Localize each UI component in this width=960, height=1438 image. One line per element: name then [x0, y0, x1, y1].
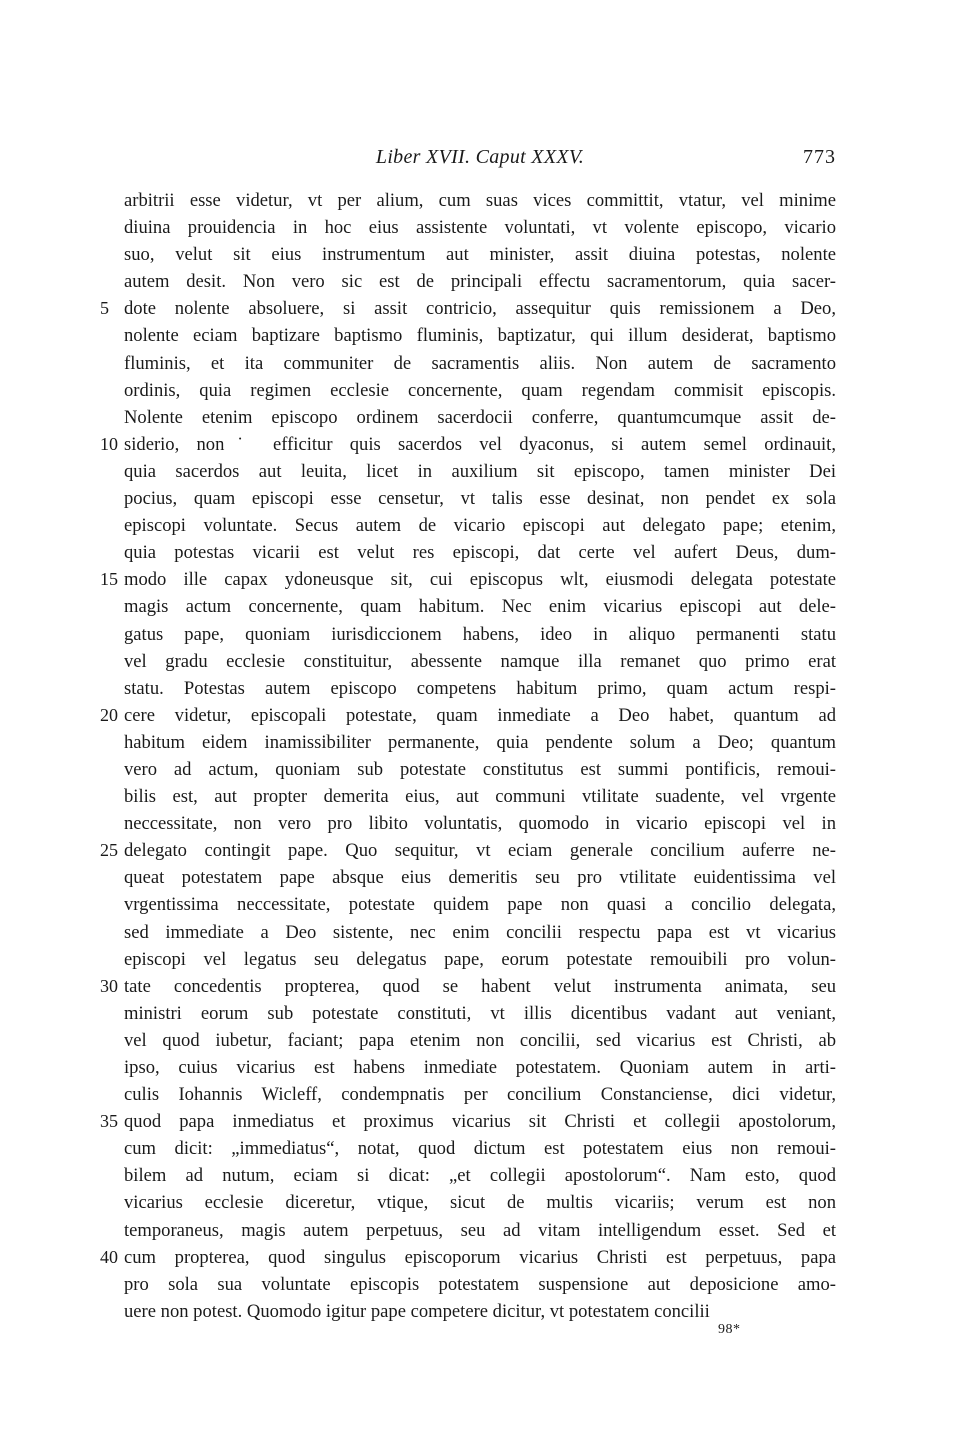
line-text: culis Iohannis Wicleff, condempnatis per concilium Constanciense, dici videtur,: [124, 1084, 836, 1106]
text-line: [124, 864, 836, 891]
line-text: statu. Potestas autem episcopo competens habitum primo, quam actum respi-: [124, 677, 836, 699]
text-line: [124, 648, 836, 675]
line-text: suo, velut sit eius instrumentum aut minister, assit diuina potestas, nolente: [124, 244, 836, 266]
page-number: 773: [803, 146, 836, 168]
text-line: [124, 1298, 836, 1325]
page-header: [124, 146, 836, 176]
line-text: tate concedentis propterea, quod se habent velut instrumenta animata, seu: [124, 975, 836, 997]
line-number: 40: [100, 1246, 118, 1267]
text-line: [100, 431, 836, 458]
text-line: [124, 783, 836, 810]
line-text: vero ad actum, quoniam sub potestate constitutus est summi pontificis, remoui-: [124, 758, 836, 780]
line-text: habitum eidem inamissibiliter permanente, quia pendente solum a Deo; quantum: [124, 731, 836, 753]
line-text: ordinis, quia regimen ecclesie concernente, quam regendam commisit episcopis.: [124, 379, 836, 401]
text-line: [100, 566, 836, 593]
line-text: quia potestas vicarii est velut res episcopi, dat certe vel aufert Deus, dum-: [124, 542, 836, 564]
text-line: [124, 891, 836, 918]
line-text: vicarius ecclesie diceretur, vtique, sicut de multis vicariis; verum est non: [124, 1192, 836, 1214]
text-line: [124, 1000, 836, 1027]
text-line: [124, 675, 836, 702]
text-line: [100, 702, 836, 729]
line-text: vel gradu ecclesie constituitur, abessente namque illa remanet quo primo erat: [124, 650, 836, 672]
text-line: [124, 241, 836, 268]
text-line: [124, 621, 836, 648]
line-text: queat potestatem pape absque eius demeritis seu pro vtilitate euidentissima vel: [124, 867, 836, 889]
line-text: quod papa inmediatus et proximus vicarius sit Christi et collegii apostolorum,: [124, 1111, 836, 1133]
line-text: delegato contingit pape. Quo sequitur, vt eciam generale concilium auferre ne-: [124, 840, 836, 862]
line-text: pro sola sua voluntate episcopis potestatem suspensione aut deposicione amo-: [124, 1273, 836, 1295]
line-text: diuina prouidencia in hoc eius assistente voluntati, vt volente episcopo, vicario: [124, 217, 836, 239]
line-text: arbitrii esse videtur, vt per alium, cum suas vices committit, vtatur, vel minime: [124, 190, 836, 211]
line-text: fluminis, et ita communiter de sacramentis aliis. Non autem de sacramento: [124, 352, 836, 374]
line-text: temporaneus, magis autem perpetuus, seu ad vitam intelligendum esset. Sed et: [124, 1219, 836, 1241]
line-text: episcopi voluntate. Secus autem de vicario episcopi aut delegato pape; etenim,: [124, 515, 836, 537]
text-line: [124, 458, 836, 485]
line-text: pocius, quam episcopi esse censetur, vt talis esse desinat, non pendet ex sola: [124, 488, 836, 510]
text-line: [100, 973, 836, 1000]
line-text: quia sacerdos aut leuita, licet in auxilium sit episcopo, tamen minister Dei: [124, 460, 836, 482]
line-text: vrgentissima neccessitate, potestate quidem pape non quasi a concilio delegata,: [124, 894, 836, 916]
text-line: [100, 837, 836, 864]
text-line: [124, 350, 836, 377]
line-text: siderio, non˙ efficitur quis sacerdos vel dyaconus, si autem semel ordinauit,: [124, 433, 836, 455]
running-title: Liber XVII. Caput XXXV.: [375, 146, 585, 168]
line-text: Nolente etenim episcopo ordinem sacerdocii conferre, quantumcumque assit de-: [124, 406, 836, 428]
text-line: [124, 539, 836, 566]
line-text: gatus pape, quoniam iurisdiccionem habens, ideo in aliquo permanenti statu: [124, 623, 836, 645]
line-number: 25: [100, 840, 118, 861]
line-text: modo ille capax ydoneusque sit, cui episcopus wlt, eiusmodi delegata potestate: [124, 569, 836, 591]
line-text: vel quod iubetur, faciant; papa etenim non concilii, sed vicarius est Christi, ab: [124, 1029, 836, 1051]
text-line: [124, 1027, 836, 1054]
text-line: [124, 729, 836, 756]
text-line: [100, 295, 836, 322]
line-text: bilis est, aut propter demerita eius, aut communi vtilitate suadente, vel vrgente: [124, 786, 836, 808]
line-text: ministri eorum sub potestate constituti, vt illis dicentibus vadant aut veniant,: [124, 1002, 836, 1024]
line-text: uere non potest. Quomodo igitur pape competere dicitur, vt potestatem concilii: [124, 1300, 710, 1322]
line-text: autem desit. Non vero sic est de principali effectu sacramentorum, quia sacer-: [124, 271, 836, 293]
text-line: [124, 512, 836, 539]
line-number: 5: [100, 298, 109, 319]
line-text: episcopi vel legatus seu delegatus pape, eorum potestate remouibili pro volun-: [124, 948, 836, 970]
line-text: cum propterea, quod singulus episcoporum vicarius Christi est perpetuus, papa: [124, 1246, 836, 1268]
text-line: [124, 593, 836, 620]
text-line: [100, 1244, 836, 1271]
line-text: bilem ad nutum, eciam si dicat: „et collegii apostolorum“. Nam esto, quod: [124, 1165, 836, 1187]
line-text: cum dicit: „immediatus“, notat, quod dictum est potestatem eius non remoui-: [124, 1138, 836, 1160]
signature-mark: 98*: [718, 1322, 741, 1337]
text-line: [100, 1108, 836, 1135]
line-text: cere videtur, episcopali potestate, quam inmediate a Deo habet, quantum ad: [124, 704, 836, 726]
line-text: nolente eciam baptizare baptismo fluminis, baptizatur, qui illum desiderat, baptismo: [124, 325, 836, 347]
text-line: [124, 1081, 836, 1108]
line-number: 30: [100, 975, 118, 996]
text-line: [124, 187, 836, 214]
text-line: [124, 1217, 836, 1244]
text-line: [124, 810, 836, 837]
line-text: ipso, cuius vicarius est habens inmediate potestatem. Quoniam autem in arti-: [124, 1057, 836, 1078]
line-text: neccessitate, non vero pro libito voluntatis, quomodo in vicario episcopi vel in: [124, 813, 836, 835]
text-line: [124, 404, 836, 431]
text-line: [124, 485, 836, 512]
text-line: [124, 1271, 836, 1298]
text-line: [124, 919, 836, 946]
main-text-block: [100, 187, 836, 1325]
line-text: magis actum concernente, quam habitum. Nec enim vicarius episcopi aut dele-: [124, 596, 836, 618]
text-line: [124, 377, 836, 404]
line-text: dote nolente absoluere, si assit contricio, assequitur quis remissionem a Deo,: [124, 298, 836, 320]
text-line: [124, 1054, 836, 1081]
text-line: [124, 946, 836, 973]
text-line: [124, 1162, 836, 1189]
line-text: sed immediate a Deo sistente, nec enim concilii respectu papa est vt vicarius: [124, 921, 836, 943]
line-number: 20: [100, 704, 118, 725]
text-line: [124, 1135, 836, 1162]
line-number: 35: [100, 1111, 118, 1132]
text-line: [124, 214, 836, 241]
text-line: [124, 1189, 836, 1216]
line-number: 10: [100, 433, 118, 454]
line-number: 15: [100, 569, 118, 590]
text-line: [124, 322, 836, 349]
text-line: [124, 268, 836, 295]
text-line: [124, 756, 836, 783]
